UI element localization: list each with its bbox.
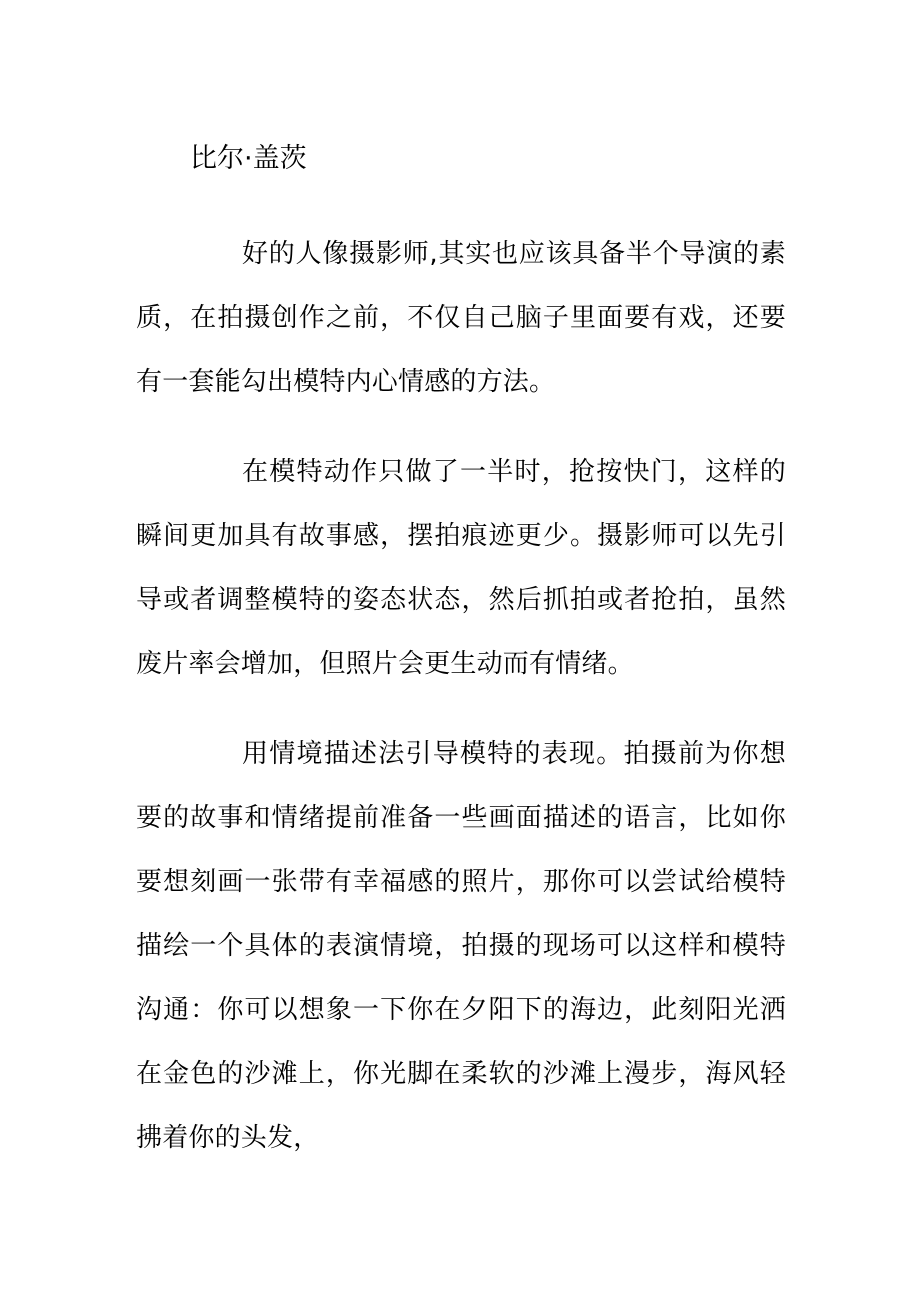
paragraph-3: 用情境描述法引导模特的表现。拍摄前为你想要的故事和情绪提前准备一些画面描述的语言，比如你要想刻画一张带有幸福感的照片，那你可以尝试给模特描绘一个具体的表演情境，拍摄的现场可以这样和模特沟通：你可以想象一下你在夕阳下的海边，此刻阳光洒在金色的沙滩上，你光脚在柔软的沙滩上漫步，海风轻拂着你的头发， [136, 739, 786, 1153]
paragraph-1: 好的人像摄影师,其实也应该具备半个导演的素质，在拍摄创作之前，不仅自己脑子里面要有戏，还要有一套能勾出模特内心情感的方法。 [136, 239, 786, 397]
author-name: 比尔·盖茨 [190, 143, 307, 174]
paragraph-2: 在模特动作只做了一半时，抢按快门，这样的瞬间更加具有故事感，摆拍痕迹更少。摄影师可以先引导或者调整模特的姿态状态，然后抓拍或者抢拍，虽然废片率会增加，但照片会更生动而有情绪。 [136, 457, 786, 679]
